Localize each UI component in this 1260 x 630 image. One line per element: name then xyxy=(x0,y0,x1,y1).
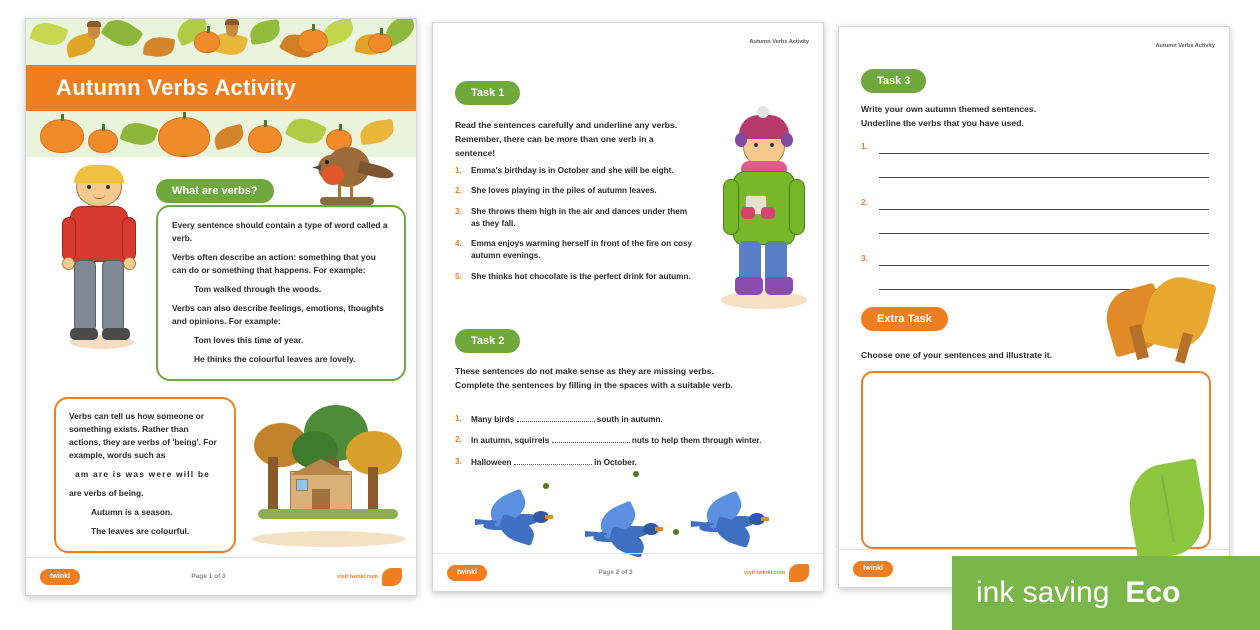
page-number: Page 2 of 3 xyxy=(598,569,633,576)
task2-item: 2. In autumn, squirrels nuts to help them through winter. xyxy=(455,435,762,446)
leaf-dot xyxy=(673,529,679,535)
worksheet-page-2 xyxy=(432,22,824,592)
swallow-bird-illustration xyxy=(475,493,571,553)
leaf-dot xyxy=(543,483,549,489)
twinkl-logo[interactable]: twinkl xyxy=(853,561,893,577)
ink-saving-eco-badge xyxy=(952,556,1260,630)
task1-item: 2. She loves playing in the piles of autumn leaves. xyxy=(455,186,657,196)
extra-task-chip-wrap xyxy=(861,275,948,325)
being-example-1: Autumn is a season. xyxy=(91,507,173,518)
being-text-1: Verbs can tell us how someone or something exists. Rather than actions, they are verbs of 'being'. For example, words such as xyxy=(69,411,217,461)
task1-item: 3. She throws them high in the air and dances under them as they fall. xyxy=(455,206,688,228)
eco-label: Eco xyxy=(1125,576,1181,609)
answer-number: 2. xyxy=(861,197,868,207)
task3-instruction-2: Underline the verbs that you have used. xyxy=(861,117,1024,128)
visit-label: visit twinkl.com xyxy=(337,573,378,580)
answer-number: 3. xyxy=(861,253,868,263)
task3-instructions xyxy=(861,103,1181,131)
task1-instruction-1: Read the sentences carefully and underline any verbs. xyxy=(455,120,678,130)
fill-blank[interactable] xyxy=(514,456,592,465)
verbs-example-2: Tom loves this time of year. xyxy=(194,335,304,346)
task1-question-list xyxy=(455,165,697,291)
being-text-2: are verbs of being. xyxy=(69,488,144,499)
task2-instruction-2: Complete the sentences by filling in the spaces with a suitable verb. xyxy=(455,379,733,390)
task2-item: 3. Halloween in October. xyxy=(455,456,637,467)
leaf-icon xyxy=(789,564,809,582)
leaf-dot xyxy=(633,471,639,477)
task1-item: 1. Emma's birthday is in October and she will be eight. xyxy=(455,166,674,175)
verbs-text-1: Every sentence should contain a type of word called a verb. xyxy=(172,220,388,244)
page-number: Page 1 of 3 xyxy=(191,573,226,580)
page2-running-header: Autumn Verbs Activity xyxy=(749,39,809,45)
twinkl-logo[interactable]: twinkl xyxy=(447,565,487,581)
verbs-example-1: Tom walked through the woods. xyxy=(194,284,322,295)
girl-illustration xyxy=(711,109,817,319)
maple-leaves-illustration xyxy=(1107,275,1223,367)
task1-instruction-2: Remember, there can be more than one verb in a sentence! xyxy=(455,133,654,158)
task2-chip: Task 2 xyxy=(455,329,520,353)
task2-question-list xyxy=(455,413,811,477)
extra-task-chip: Extra Task xyxy=(861,307,948,331)
tree-house-illustration xyxy=(246,397,410,561)
twinkl-logo[interactable]: twinkl xyxy=(40,569,80,585)
verbs-of-being-box xyxy=(54,397,236,553)
verbs-text-2: Verbs often describe an action: something that you can do or something that happens. For example: xyxy=(172,252,376,276)
answer-rule[interactable] xyxy=(879,177,1209,178)
what-are-verbs-chip-wrap xyxy=(156,179,274,203)
answer-rule[interactable] xyxy=(879,153,1209,154)
task3-instruction-1: Write your own autumn themed sentences. xyxy=(861,104,1037,114)
being-words: am are is was were will be xyxy=(75,469,211,480)
task1-item: 5. She thinks hot chocolate is the perfect drink for autumn. xyxy=(455,271,691,281)
verbs-explanation-box xyxy=(156,205,406,381)
extra-task-instruction: Choose one of your sentences and illustrate it. xyxy=(861,350,1053,360)
task2-instructions xyxy=(455,365,807,393)
visit-label: visit twinkl.com xyxy=(744,569,785,576)
page-title-bar xyxy=(26,65,416,111)
being-example-2: The leaves are colourful. xyxy=(91,526,190,537)
page1-footer xyxy=(26,557,416,595)
task3-chip-wrap xyxy=(861,69,926,93)
what-are-verbs-chip: What are verbs? xyxy=(156,179,274,203)
task1-chip: Task 1 xyxy=(455,81,520,105)
task1-chip-wrap xyxy=(455,81,520,105)
answer-rule[interactable] xyxy=(879,265,1209,266)
swallow-bird-illustration xyxy=(691,495,787,555)
worksheet-page-1 xyxy=(25,18,417,596)
task1-item: 4. Emma enjoys warming herself in front of the fire on cosy autumn evenings. xyxy=(455,239,693,261)
page3-running-header: Autumn Verbs Activity xyxy=(1155,43,1215,49)
answer-number: 1. xyxy=(861,141,868,151)
page-title: Autumn Verbs Activity xyxy=(56,75,297,100)
verbs-text-3: Verbs can also describe feelings, emotions, thoughts and opinions. For example: xyxy=(172,303,384,327)
ink-saving-label: ink saving xyxy=(976,576,1110,609)
task2-chip-wrap xyxy=(455,329,520,353)
answer-rule[interactable] xyxy=(879,209,1209,210)
page2-footer xyxy=(433,553,823,591)
task2-item: 1. Many birds south in autumn. xyxy=(455,414,663,424)
leaf-icon xyxy=(382,568,402,586)
verbs-example-3: He thinks the colourful leaves are lovely. xyxy=(194,354,356,365)
task2-instruction-1: These sentences do not make sense as they are missing verbs. xyxy=(455,366,714,376)
autumn-leaf-band xyxy=(26,19,416,65)
answer-rule[interactable] xyxy=(879,233,1209,234)
fill-blank[interactable] xyxy=(552,434,630,443)
task1-instructions xyxy=(455,119,695,160)
boy-illustration xyxy=(54,165,146,365)
fill-blank[interactable] xyxy=(517,413,595,422)
task3-chip: Task 3 xyxy=(861,69,926,93)
